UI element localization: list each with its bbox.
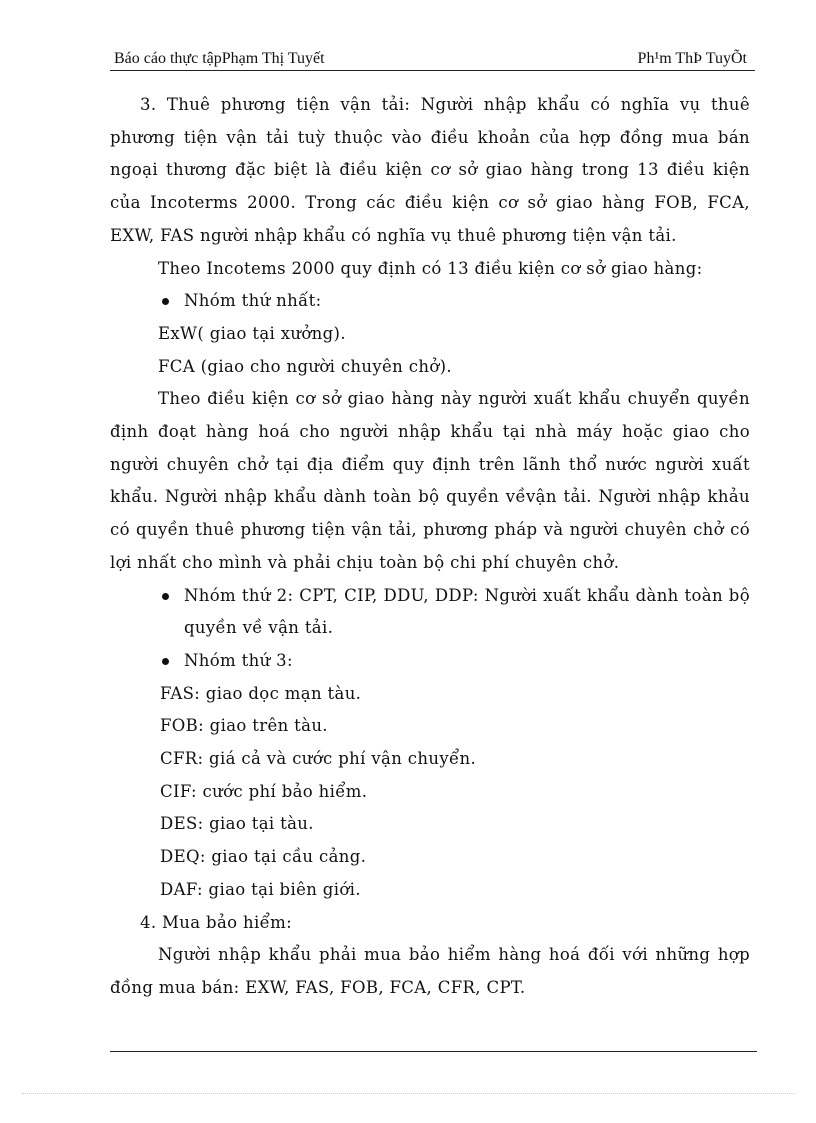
bullet-dot-icon: [162, 593, 169, 600]
bullet-dot-icon: [162, 298, 169, 305]
term-fca: FCA (giao cho người chuyên chở).: [158, 356, 452, 376]
bullet-group-1: [110, 285, 750, 318]
page-header: [110, 48, 755, 71]
header-left-text: Báo cáo thực tậpPhạm Thị Tuyết: [114, 50, 325, 67]
section-heading-insurance: 4. Mua bảo hiểm:: [140, 912, 293, 932]
term-item: DAF: giao tại biên giới.: [160, 879, 361, 899]
term-item: DEQ: giao tại cầu cảng.: [160, 847, 367, 867]
page-body: [110, 89, 750, 1005]
group-3-title: Nhóm thứ 3:: [184, 650, 293, 670]
paragraph-incoterms-intro: Theo Incotems 2000 quy định có 13 điều kiện cơ sở giao hàng:: [158, 258, 703, 278]
bullet-dot-icon: [162, 658, 169, 665]
page-edge-divider: [22, 1093, 794, 1094]
bullet-group-3: [110, 645, 750, 678]
term-exw: ExW( giao tại xưởng).: [158, 323, 346, 343]
bullet-group-2: [110, 580, 750, 645]
term-item: FAS: giao dọc mạn tàu.: [160, 683, 362, 703]
footer-divider: [110, 1051, 757, 1052]
paragraph-transport: 3. Thuê phương tiện vận tải: Người nhập khẩu có nghĩa vụ thuê phương tiện vận tải tuỳ thuộc vào điều khoản của hợp đồng mua bán ngoại thương đặc biệt là điều kiện cơ sở giao hàng trong 13 điều kiện của Incoterms 2000. Trong các điều kiện cơ sở giao hàng FOB, FCA, EXW, FAS người nhập khẩu có nghĩa vụ thuê phương tiện vận tải.: [110, 95, 750, 245]
paragraph-insurance: Người nhập khẩu phải mua bảo hiểm hàng hoá đối với những hợp đồng mua bán: EXW, FAS, FOB, FCA, CFR, CPT.: [110, 945, 750, 997]
group-2-text: Nhóm thứ 2: CPT, CIP, DDU, DDP: Người xuất khẩu dành toàn bộ quyền về vận tải.: [184, 585, 750, 638]
term-item: FOB: giao trên tàu.: [160, 716, 328, 736]
term-item: CFR: giá cả và cước phí vận chuyển.: [160, 749, 477, 769]
paragraph-group-1-explanation: Theo điều kiện cơ sở giao hàng này người xuất khẩu chuyển quyền định đoạt hàng hoá cho người nhập khẩu tại nhà máy hoặc giao cho người chuyên chở tại địa điểm quy định trên lãnh thổ nước người xuất khẩu. Người nhập khẩu dành toàn bộ quyền vềvận tải. Người nhập khảu có quyền thuê phương tiện vận tải, phương pháp và người chuyên chở có lợi nhất cho mình và phải chịu toàn bộ chi phí chuyên chở.: [110, 389, 750, 572]
group-1-title: Nhóm thứ nhất:: [184, 291, 322, 311]
header-right-text: Ph¹m ThÞ TuyÕt: [637, 50, 747, 67]
term-item: CIF: cước phí bảo hiểm.: [160, 781, 368, 801]
term-item: DES: giao tại tàu.: [160, 814, 314, 834]
